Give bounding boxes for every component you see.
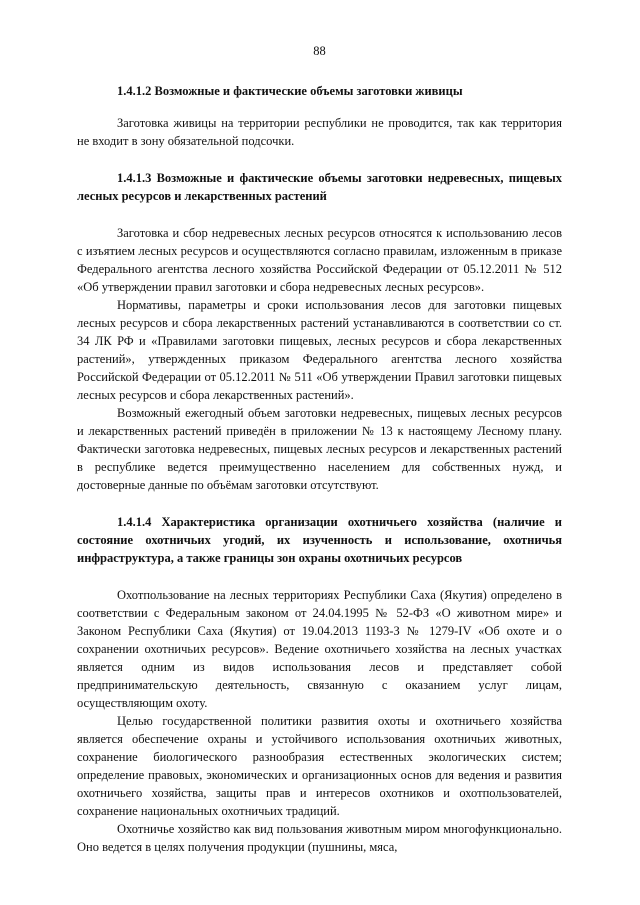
paragraph: Нормативы, параметры и сроки использования лесов для заготовки пищевых лесных ресурсов и сбора лекарственных растений устанавливаются в соответствии со ст. 34 ЛК РФ и «Правилами заготовки пищевых, лесных ресурсов и сбора лекарственных растений», утвержденных приказом Федерального агентства лесного хозяйства Российской Федерации от 05.12.2011 № 511 «Об утверждении Правил заготовки пищевых лесных ресурсов и сбора лекарственных растений». (77, 298, 562, 402)
paragraph: Заготовка и сбор недревесных лесных ресурсов относятся к использованию лесов с изъятием лесных ресурсов и осуществляются согласно правилам, изложенным в приказе Федерального агентства лесного хозяйства Российской Федерации от 05.12.2011 № 512 «Об утверждении правил заготовки и сбора недревесных лесных ресурсов». (77, 226, 562, 294)
paragraph: Заготовка живицы на территории республики не проводится, так как территория не входит в зону обязательной подсочки. (77, 116, 562, 148)
page-number: 88 (313, 44, 326, 58)
paragraph: Целью государственной политики развития охоты и охотничьего хозяйства является обеспечение охраны и устойчивого использования охотничьих животных, сохранение биологического разнообразия естественных экологических систем; определение правовых, экономических и организационных основ для ведения и развития охотничьего хозяйства, защиты прав и интересов охотников и охотпользователей, сохранение национальных охотничьих традиций. (77, 714, 562, 818)
section-heading-1-4-1-3: 1.4.1.3 Возможные и фактические объемы заготовки недревесных, пищевых лесных ресурсов и лекарственных растений (77, 171, 562, 203)
paragraph: Возможный ежегодный объем заготовки недревесных, пищевых лесных ресурсов и лекарственных растений приведён в приложении № 13 к настоящему Лесному плану. Фактически заготовка недревесных, пищевых лесных ресурсов и лекарственных растений в республике ведется преимущественно населением для собственных нужд, и достоверные данные по объёмам заготовки отсутствуют. (77, 406, 562, 492)
paragraph: Охотничье хозяйство как вид пользования животным миром многофункционально. Оно ведется в целях получения продукции (пушнины, мяса, (77, 822, 562, 854)
paragraph: Охотпользование на лесных территориях Республики Саха (Якутия) определено в соответствии с Федеральным законом от 24.04.1995 № 52-ФЗ «О животном мире» и Законом Республики Саха (Якутия) от 19.04.2013 1193-З № 1279-IV «Об охоте и о сохранении охотничьих ресурсов». Ведение охотничьего хозяйства на лесных участках является одним из видов использования лесов и представляет собой предпринимательскую деятельность, связанную с оказанием услуг лицам, осуществляющим охоту. (77, 588, 562, 710)
section-heading-1-4-1-4: 1.4.1.4 Характеристика организации охотничьего хозяйства (наличие и состояние охотничьих угодий, их изученность и использование, охотничья инфраструктура, а также границы зон охраны охотничьих ресурсов (77, 515, 562, 565)
section-heading-1-4-1-2: 1.4.1.2 Возможные и фактические объемы заготовки живицы (117, 84, 463, 98)
